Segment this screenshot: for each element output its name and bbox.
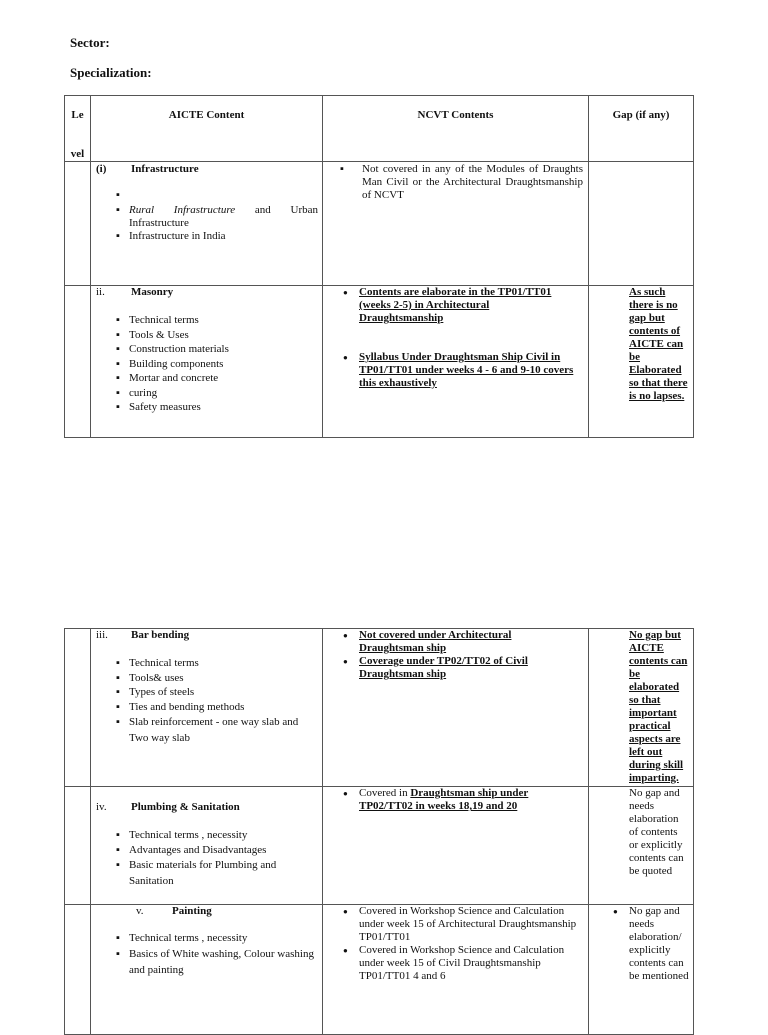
ncvt-cell	[323, 905, 589, 1035]
aicte-cell	[91, 629, 323, 787]
list-item: ▪ Tools& uses	[116, 671, 318, 686]
level-cell	[65, 629, 91, 787]
topic-number: iv.	[96, 801, 107, 813]
aicte-cell	[91, 905, 323, 1035]
topic-heading	[96, 905, 318, 918]
table-row	[65, 787, 694, 905]
gap-cell	[589, 629, 694, 787]
ncvt-cell	[323, 629, 589, 787]
list-item	[116, 204, 318, 230]
topic-heading	[96, 163, 318, 176]
topic-heading	[96, 629, 318, 642]
ncvt-bold: Draughtsman ship under TP02/TT02 in weeks 18,19 and 20	[359, 787, 529, 812]
ncvt-prefix: Covered in	[359, 787, 411, 799]
gap-cell	[589, 162, 694, 286]
header-level-line2: vel	[70, 148, 85, 160]
curriculum-table-part-1	[64, 95, 694, 438]
topic-title: Plumbing & Sanitation	[131, 801, 240, 813]
ncvt-cell	[323, 787, 589, 905]
topic-number: ii.	[96, 286, 105, 298]
list-item	[116, 189, 318, 202]
gap-cell	[589, 905, 694, 1035]
list-item: ▪ Technical terms	[116, 656, 318, 671]
specialization-label: Specialization:	[70, 65, 152, 80]
gap-cell	[589, 286, 694, 438]
ncvt-list	[338, 629, 574, 681]
header-aicte	[91, 96, 323, 162]
aicte-cell	[91, 787, 323, 905]
list-item: ● Not covered under Architectural Draughtsman ship	[338, 629, 574, 655]
list-item	[338, 787, 574, 813]
table-row	[65, 629, 694, 787]
topic-number: v.	[136, 905, 144, 917]
table-row	[65, 905, 694, 1035]
topic-title: Masonry	[131, 286, 174, 298]
gap-text: As such there is no gap but contents of AICTE can be Elaborated so that there is no lapses.	[629, 286, 688, 402]
ncvt-list	[338, 905, 584, 983]
level-cell	[65, 286, 91, 438]
topic-list	[116, 313, 318, 415]
list-item: ▪ Building components	[116, 357, 318, 372]
list-item: ● Covered in Workshop Science and Calculation under week 15 of Civil Draughtsmanship TP01/TT01 4 and 6	[338, 944, 584, 983]
list-item-italic: Rural Infrastructure	[129, 204, 236, 216]
ncvt-list	[340, 163, 583, 202]
list-item: ● Coverage under TP02/TT02 of Civil Draughtsman ship	[338, 655, 574, 681]
topic-list	[116, 931, 318, 978]
topic-list	[116, 828, 318, 889]
list-item: ● Syllabus Under Draughtsman Ship Civil in TP01/TT01 under weeks 4 - 6 and 9-10 covers this exhaustively	[338, 351, 574, 390]
table-header-row	[65, 96, 694, 162]
list-item: ▪ Tools & Uses	[116, 328, 318, 343]
list-item: ▪ Safety measures	[116, 400, 318, 415]
table-row	[65, 162, 694, 286]
list-item: ▪ Advantages and Disadvantages	[116, 843, 318, 858]
list-item: ▪ Technical terms , necessity	[116, 931, 318, 946]
list-item: ▪ Construction materials	[116, 342, 318, 357]
ncvt-cell	[323, 162, 589, 286]
list-item: ▪ Infrastructure in India	[116, 230, 318, 243]
sector-label: Sector:	[70, 35, 110, 50]
list-item-rest: and Urban Infrastructure	[129, 204, 318, 229]
header-ncvt	[323, 96, 589, 162]
header-gap	[589, 96, 694, 162]
topic-list	[116, 189, 318, 243]
ncvt-cell	[323, 286, 589, 438]
list-item: ▪ Basics of White washing, Colour washing and painting	[116, 946, 318, 978]
level-cell	[65, 905, 91, 1035]
ncvt-list	[338, 787, 574, 813]
topic-list	[116, 656, 318, 746]
topic-heading	[96, 286, 318, 299]
topic-number: iii.	[96, 629, 108, 641]
ncvt-list	[338, 286, 574, 390]
list-item: ▪ Not covered in any of the Modules of Draughts Man Civil or the Architectural Draughtsmanship of NCVT	[340, 163, 583, 202]
table-row	[65, 286, 694, 438]
list-item: ▪ curing	[116, 386, 318, 401]
list-item: ● No gap and needs elaboration/ explicitly contents can be mentioned	[608, 905, 689, 983]
topic-title: Painting	[172, 905, 212, 917]
list-item: ▪ Technical terms , necessity	[116, 828, 318, 843]
header-ncvt-label: NCVT Contents	[417, 109, 494, 121]
level-cell	[65, 162, 91, 286]
gap-text: No gap but AICTE contents can be elaborated so that important practical aspects are left out during skill imparting.	[629, 629, 688, 784]
list-item: ● Covered in Workshop Science and Calculation under week 15 of Architectural Draughtsmanship TP01/TT01	[338, 905, 584, 944]
topic-number: (i)	[96, 163, 107, 175]
list-item: ▪ Slab reinforcement - one way slab and Two way slab	[116, 714, 318, 746]
list-item: ▪ Basic materials for Plumbing and Sanitation	[116, 857, 318, 889]
header-aicte-label: AICTE Content	[168, 109, 245, 121]
header-level-line1: Le	[71, 109, 84, 121]
list-item: ▪ Ties and bending methods	[116, 700, 318, 715]
topic-title: Bar bending	[131, 629, 190, 641]
header-gap-label: Gap (if any)	[612, 109, 670, 121]
list-item: ● Contents are elaborate in the TP01/TT01 (weeks 2-5) in Architectural Draughtsmanship	[338, 286, 574, 325]
aicte-cell	[91, 162, 323, 286]
topic-heading	[96, 801, 318, 814]
topic-title: Infrastructure	[131, 163, 199, 175]
gap-text: No gap and needs elaboration of contents or explicitly contents can be quoted	[629, 787, 684, 877]
list-item: ▪ Technical terms	[116, 313, 318, 328]
header-level	[65, 96, 91, 162]
gap-list	[608, 905, 689, 983]
aicte-cell	[91, 286, 323, 438]
curriculum-table-part-2	[64, 628, 694, 1035]
level-cell	[65, 787, 91, 905]
gap-cell	[589, 787, 694, 905]
list-item: ▪ Types of steels	[116, 685, 318, 700]
list-item: ▪ Mortar and concrete	[116, 371, 318, 386]
